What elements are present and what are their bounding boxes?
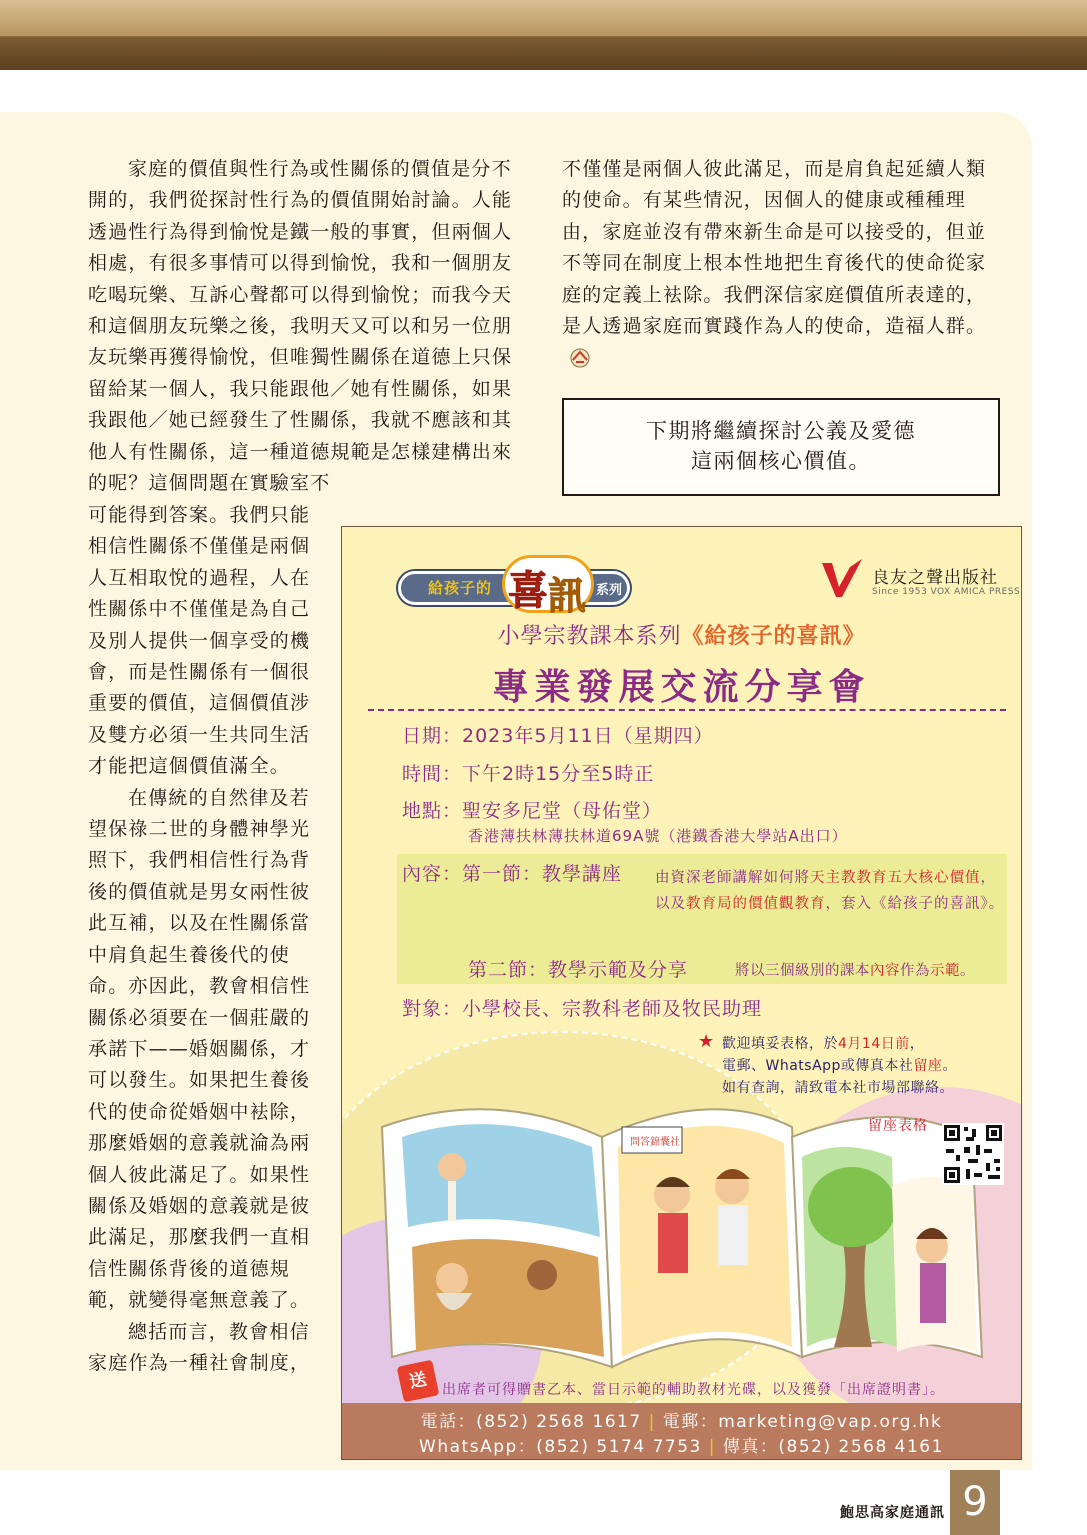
event-address: 香港薄扶林薄扶林道69A號（港鐵香港大學站A出口） [468, 827, 848, 845]
gift-badge: 送 [397, 1360, 440, 1403]
separator: | [648, 1412, 656, 1432]
ad-divider [368, 709, 1006, 711]
ad-series-name: 《給孩子的喜訊》 [681, 624, 866, 649]
notice-deadline: 4月14日前 [838, 1036, 910, 1052]
series-logo-char-1: 喜 [508, 568, 548, 614]
gift-description: 出席者可得贈書乙本、當日示範的輔助教材光碟，以及獲發「出席證明書」。 [442, 1382, 945, 1398]
notice-text-b: ， [909, 1036, 925, 1052]
event-time: 時間：下午2時15分至5時正 [402, 763, 655, 785]
event-target-audience: 對象：小學校長、宗教科老師及牧民助理 [402, 998, 763, 1020]
reservation-form-label: 留座表格 [868, 1118, 928, 1134]
contact-phone: 電話：(852) 2568 1617 [420, 1412, 642, 1432]
publication-name: 鮑思高家庭通訊 [840, 1505, 945, 1521]
sign-text: 問答錦囊社 [630, 1137, 680, 1148]
publisher-v-icon [820, 557, 864, 601]
next-issue-box [562, 398, 1000, 496]
event-place: 地點：聖安多尼堂（母佑堂） [402, 800, 663, 822]
article-paragraph-3-cont [562, 154, 1002, 374]
ad-series-prefix: 小學宗教課本系列 [497, 624, 682, 649]
session-2-text-c: 。 [960, 963, 975, 979]
series-logo-char-2: 訊 [548, 574, 587, 618]
series-logo [398, 555, 638, 618]
contact-line-2 [342, 1432, 1021, 1457]
qr-code-icon[interactable] [942, 1123, 1004, 1185]
next-issue-line-2: 這兩個核心價值。 [691, 449, 871, 473]
session-1-text-c: ，套入《給孩子的喜訊》。 [825, 896, 1005, 912]
article-left-narrow-column [88, 500, 326, 1379]
notice-text-d: 。 [942, 1058, 957, 1074]
publisher-logo [820, 557, 1021, 607]
next-issue-line-1: 下期將繼續探討公義及愛德 [646, 419, 916, 443]
session-2-highlight-1: 內容 [870, 963, 900, 979]
session-1-description [655, 865, 1005, 917]
contact-line-1 [342, 1407, 1021, 1432]
article-paragraph-3-text: 不僅僅是兩個人彼此滿足，而是肩負起延續人類的使命。有某些情況，因個人的健康或種種理由，家庭並沒有帶來新生命是可以接受的，但並不等同在制度上根本性地把生育後代的使命從家庭的定義上袪除。我們深信家庭價值所表達的，是人透過家庭而實踐作為人的使命，造福人群。 [562, 158, 987, 338]
publisher-name: 良友之聲出版社 [872, 568, 998, 588]
article-left-column [88, 154, 528, 499]
contact-bar [342, 1403, 1021, 1460]
registration-notice [698, 1031, 1022, 1099]
session-2-description [735, 959, 975, 980]
contact-email[interactable]: 電郵：marketing@vap.org.hk [662, 1412, 943, 1432]
session-2-text-b: 作為 [900, 963, 930, 979]
article-paragraph-1-cont: 可能得到答案。我們只能相信性關係不僅僅是兩個人互相取悅的過程，人在性關係中不僅僅是為自己及別人提供一個享受的機會，而是性關係有一個很重要的價值，這個價值涉及雙方必須一生共同生活才能把這個價值滿全。 [88, 504, 311, 778]
session-2-label: 第二節：教學示範及分享 [468, 959, 689, 981]
header-bar [0, 0, 1087, 70]
gift-bar [342, 1369, 1021, 1401]
contact-whatsapp: WhatsApp：(852) 5174 7753 [419, 1437, 702, 1457]
ad-event-title: 專業發展交流分享會 [492, 667, 871, 708]
ad-series-title [342, 619, 1021, 650]
session-1-highlight-1: 天主教教育五大核心價值 [810, 870, 981, 886]
article-paragraph-1: 家庭的價值與性行為或性關係的價值是分不開的，我們從探討性行為的價值開始討論。人能透過性行為得到愉悅是鐵一般的事實，但兩個人相處，有很多事情可以得到愉悅，我和一個朋友吃喝玩樂、互訴心聲都可以得到愉悅；而我今天和這個朋友玩樂之後，我明天又可以和另一位朋友玩樂再獲得愉悅，但唯獨性關係在道德上只保留給某一個人，我只能跟他／她有性關係，如果我跟他／她已經發生了性關係，我就不應該和其他人有性關係，這一種道德規範是怎樣建構出來的呢？這個問題在實驗室不 [88, 158, 513, 495]
article-paragraph-2: 在傳統的自然律及若望保祿二世的身體神學光照下，我們相信性行為背後的價值就是男女兩性彼此互補，以及在性關係當中肩負起生養後代的使命。亦因此，教會相信性關係必須要在一個莊嚴的承諾下——婚姻關係，才可以發生。如果把生養後代的使命從婚姻中袪除，那麼婚姻的意義就淪為兩個人彼此滿足了。如果性關係及婚姻的意義就是彼此滿足，那麼我們一直相信性關係背後的道德規範，就變得毫無意義了。 [88, 786, 311, 1312]
publisher-subtitle: Since 1953 VOX AMICA PRESS [872, 587, 1021, 597]
notice-line-1 [722, 1033, 1022, 1055]
contact-fax: 傳真：(852) 2568 4161 [722, 1437, 944, 1457]
session-1-text-b: ，以及 [655, 870, 996, 912]
article-paragraph-3: 總括而言，教會相信家庭作為一種社會制度， [88, 1320, 311, 1374]
end-mark-icon [568, 347, 592, 369]
event-content-label: 內容：第一節：教學講座 [402, 863, 623, 885]
session-2-text-a: 將以三個級別的課本 [735, 963, 870, 979]
star-icon: ★ [698, 1031, 715, 1052]
series-logo-small-text: 給孩子的 [428, 579, 493, 597]
session-2-highlight-2: 示範 [930, 963, 960, 979]
separator: | [708, 1437, 716, 1457]
series-logo-suffix: 系列 [596, 583, 623, 598]
article-right-column [562, 154, 1002, 374]
notice-highlight: 留座 [913, 1058, 943, 1074]
event-date: 日期：2023年5月11日（星期四） [402, 725, 714, 747]
notice-text-a: 歡迎填妥表格，於 [722, 1036, 838, 1052]
page-number: 9 [950, 1470, 1000, 1535]
notice-line-3: 如有查詢，請致電本社市場部聯絡。 [722, 1080, 954, 1096]
notice-line-2 [722, 1055, 1022, 1077]
session-1-text-a: 由資深老師講解如何將 [655, 870, 810, 886]
event-advertisement [341, 526, 1022, 1460]
notice-text-c: 電郵、WhatsApp或傳真本社 [722, 1058, 914, 1074]
session-1-highlight-2: 教育局的價值觀教育 [686, 896, 826, 912]
header-bar-shine [0, 0, 1087, 36]
